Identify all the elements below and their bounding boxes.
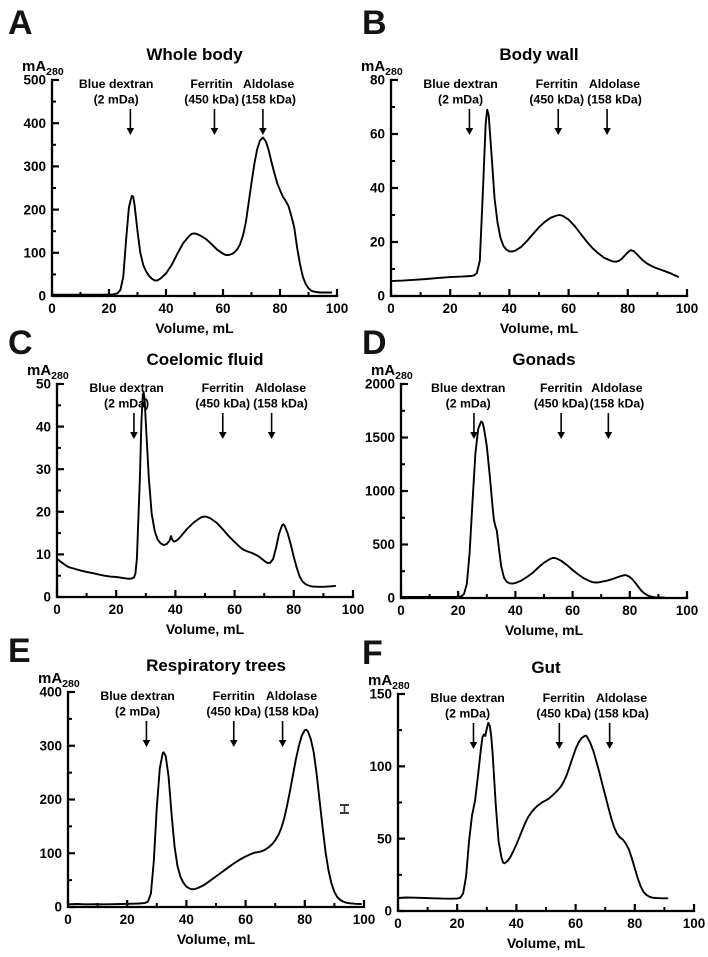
marker-label-line2: (450 kDa) (536, 706, 592, 721)
marker-arrow-head (211, 128, 219, 135)
x-tick-label: 60 (238, 912, 254, 927)
marker-label-line1: Aldolase (254, 381, 307, 395)
marker-label-line2: (2 mDa) (115, 704, 161, 719)
panel-a (0, 0, 354, 336)
y-axis-label: $mA_{280}$ (371, 362, 413, 382)
x-tick-label: 60 (568, 916, 584, 931)
marker-label-line1: Blue dextran (100, 689, 175, 703)
marker-label-line1: Ferritin (542, 691, 585, 705)
marker-arrow-head (605, 432, 613, 439)
x-axis-label: Volume, mL (165, 621, 245, 637)
y-axis-label: $mA_{280}$ (368, 672, 410, 692)
marker-label-line2: (158 kDa) (264, 704, 319, 719)
x-tick-label: 100 (682, 916, 706, 931)
y-tick-label: 60 (369, 126, 385, 142)
marker-label-line2: (450 kDa) (184, 92, 239, 107)
x-tick-label: 80 (297, 912, 313, 927)
y-tick-label: 1500 (364, 430, 395, 446)
marker-arrow-head (279, 740, 287, 747)
curve-trace (52, 138, 331, 295)
marker-arrow-head (603, 128, 611, 135)
y-tick-label: 400 (39, 684, 62, 700)
y-tick-label: 20 (35, 504, 51, 520)
x-tick-label: 80 (622, 603, 638, 618)
panel-letter-c: C (8, 324, 33, 362)
y-tick-label: 300 (39, 738, 62, 754)
marker-label-line1: Aldolase (595, 691, 648, 705)
y-tick-label: 400 (23, 115, 46, 131)
y-tick-label: 20 (369, 234, 385, 250)
chart-coelomic-fluid (0, 320, 380, 637)
y-tick-label: 0 (54, 899, 62, 915)
y-tick-label: 1000 (364, 483, 395, 499)
marker-label-line1: Ferritin (190, 77, 233, 91)
y-tick-label: 150 (369, 686, 392, 702)
marker-label-line1: Blue dextran (430, 381, 506, 395)
marker-arrow-head (556, 742, 564, 749)
marker-arrow-head (268, 432, 276, 439)
marker-arrow-head (554, 128, 562, 135)
x-tick-label: 40 (178, 912, 194, 927)
error-bar-glyph (339, 803, 350, 815)
marker-label-line1: Ferritin (212, 689, 255, 703)
x-tick-label: 60 (565, 603, 581, 618)
marker-label-line1: Ferritin (201, 381, 244, 395)
panel-letter-d: D (362, 324, 387, 362)
marker-label-line1: Aldolase (591, 381, 643, 395)
marker-label-line2: (450 kDa) (206, 704, 262, 719)
x-tick-label: 20 (449, 916, 465, 931)
axes (391, 80, 687, 296)
x-tick-label: 60 (561, 301, 577, 316)
y-tick-label: 100 (369, 759, 392, 775)
y-tick-label: 40 (35, 419, 51, 435)
panel-title-a: Whole body (146, 45, 243, 64)
marker-label-line2: (2 mDa) (93, 92, 139, 107)
y-tick-label: 500 (372, 537, 395, 553)
x-tick-label: 100 (675, 301, 699, 316)
y-axis-label: $mA_{280}$ (361, 58, 403, 78)
y-tick-label: 200 (23, 202, 46, 218)
panel-title-b: Body wall (499, 45, 579, 64)
x-tick-label: 80 (627, 916, 643, 931)
axes (401, 384, 687, 598)
y-axis-label: $mA_{280}$ (27, 362, 69, 382)
x-tick-label: 20 (450, 603, 466, 618)
panel-letter-e: E (8, 632, 31, 670)
y-tick-label: 0 (38, 288, 46, 304)
marker-arrow-head (143, 740, 151, 747)
marker-label-line2: (158 kDa) (589, 396, 645, 411)
curve-trace (398, 723, 667, 899)
x-axis-label: Volume, mL (155, 320, 234, 336)
chart-whole-body (0, 0, 380, 336)
x-tick-label: 40 (158, 301, 174, 316)
x-tick-label: 40 (508, 916, 524, 931)
y-tick-label: 50 (35, 376, 51, 392)
marker-arrow-head (127, 128, 135, 135)
x-axis-label: Volume, mL (499, 320, 579, 336)
panel-f (354, 630, 708, 957)
x-tick-label: 100 (325, 301, 349, 316)
chart-gut (354, 630, 708, 957)
panel-title-d: Gonads (512, 350, 576, 369)
chart-respiratory-trees (0, 630, 380, 957)
y-tick-label: 30 (35, 461, 51, 477)
marker-arrow-head (606, 742, 614, 749)
marker-label-line2: (2 mDa) (445, 396, 491, 411)
curve-trace (68, 730, 361, 905)
marker-arrow-head (466, 128, 474, 135)
x-tick-label: 0 (53, 602, 61, 617)
y-tick-label: 300 (23, 159, 46, 175)
marker-label-line1: Aldolase (242, 77, 295, 91)
axes (52, 80, 337, 296)
marker-label-line1: Aldolase (265, 689, 318, 703)
y-tick-label: 2000 (364, 376, 395, 392)
x-tick-label: 0 (48, 301, 56, 316)
y-tick-label: 100 (23, 245, 46, 261)
marker-arrow-head (130, 432, 138, 439)
x-tick-label: 100 (352, 912, 376, 927)
marker-label-line1: Blue dextran (78, 77, 154, 91)
chart-gonads (354, 320, 708, 638)
y-tick-label: 0 (43, 589, 51, 605)
panel-letter-a: A (8, 4, 33, 42)
marker-label-line1: Blue dextran (430, 691, 505, 705)
x-axis-label: Volume, mL (506, 935, 586, 951)
y-tick-label: 80 (369, 72, 385, 88)
y-tick-label: 500 (23, 72, 46, 88)
marker-arrow-head (557, 432, 565, 439)
y-tick-label: 50 (376, 831, 392, 847)
x-tick-label: 80 (620, 301, 636, 316)
x-tick-label: 20 (101, 301, 117, 316)
panel-title-f: Gut (531, 658, 561, 677)
x-tick-label: 100 (341, 602, 365, 617)
x-tick-label: 60 (215, 301, 231, 316)
marker-label-line1: Ferritin (539, 381, 583, 395)
x-tick-label: 0 (387, 301, 395, 316)
panel-b (354, 0, 708, 336)
y-tick-label: 100 (39, 845, 62, 861)
x-tick-label: 40 (507, 603, 523, 618)
marker-label-line2: (2 mDa) (445, 706, 491, 721)
x-tick-label: 0 (64, 912, 72, 927)
panel-title-e: Respiratory trees (146, 656, 286, 675)
x-tick-label: 60 (227, 602, 243, 617)
panel-letter-b: B (362, 4, 387, 42)
y-tick-label: 10 (35, 547, 51, 563)
marker-label-line2: (450 kDa) (533, 396, 589, 411)
marker-label-line2: (158 kDa) (241, 92, 296, 107)
marker-label-line2: (158 kDa) (594, 706, 649, 721)
marker-label-line2: (158 kDa) (587, 92, 642, 107)
y-tick-label: 0 (377, 288, 385, 304)
panel-title-c: Coelomic fluid (146, 350, 264, 369)
x-axis-label: Volume, mL (176, 931, 256, 947)
x-tick-label: 100 (675, 603, 699, 618)
curve-trace (401, 422, 664, 598)
axes (57, 384, 353, 597)
error-bar-artifact-icon (339, 802, 350, 814)
axes (398, 694, 694, 911)
y-axis-label: $mA_{280}$ (38, 670, 80, 690)
x-tick-label: 0 (394, 916, 402, 931)
marker-arrow-head (470, 742, 478, 749)
marker-label-line2: (2 mDa) (438, 92, 484, 107)
panel-letter-f: F (362, 634, 383, 672)
marker-arrow-head (259, 128, 267, 135)
y-tick-label: 200 (39, 792, 62, 808)
panel-d (354, 320, 708, 638)
marker-label-line2: (2 mDa) (104, 396, 150, 411)
x-tick-label: 80 (286, 602, 302, 617)
marker-label-line2: (158 kDa) (253, 396, 308, 411)
x-tick-label: 20 (119, 912, 135, 927)
y-tick-label: 40 (369, 180, 385, 196)
panel-e (0, 630, 376, 957)
x-tick-label: 40 (167, 602, 183, 617)
curve-trace (391, 110, 678, 281)
marker-label-line1: Ferritin (535, 77, 578, 91)
x-tick-label: 20 (442, 301, 458, 316)
marker-label-line2: (450 kDa) (195, 396, 251, 411)
x-tick-label: 0 (397, 603, 405, 618)
marker-label-line1: Aldolase (588, 77, 641, 91)
x-axis-label: Volume, mL (504, 622, 584, 638)
panel-c (0, 320, 365, 637)
x-tick-label: 20 (108, 602, 124, 617)
y-axis-label: $mA_{280}$ (22, 58, 64, 78)
marker-label-line1: Blue dextran (423, 77, 498, 91)
marker-label-line1: Blue dextran (89, 381, 164, 395)
y-tick-label: 0 (384, 903, 392, 919)
x-tick-label: 40 (501, 301, 517, 316)
y-tick-label: 0 (387, 590, 395, 606)
marker-arrow-head (230, 740, 238, 747)
curve-trace (57, 393, 335, 587)
marker-label-line2: (450 kDa) (529, 92, 585, 107)
chart-body-wall (354, 0, 708, 336)
x-tick-label: 80 (272, 301, 288, 316)
marker-arrow-head (219, 432, 227, 439)
